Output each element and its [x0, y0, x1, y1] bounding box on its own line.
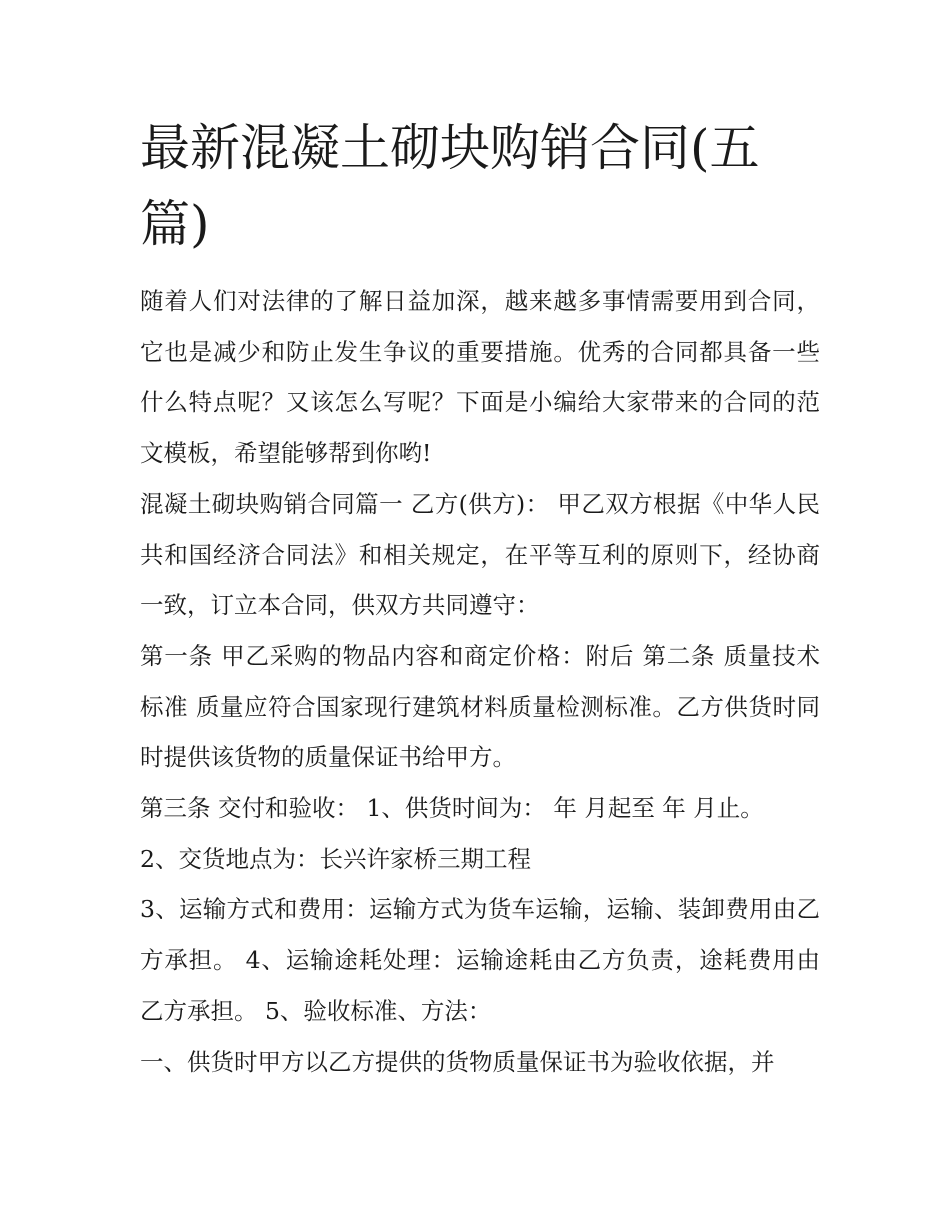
document-page — [140, 110, 820, 1087]
intro-paragraph: 随着人们对法律的了解日益加深，越来越多事情需要用到合同，它也是减少和防止发生争议的重要措施。优秀的合同都具备一些什么特点呢？又该怎么写呢？下面是小编给大家带来的合同的范文模板，希望能够帮到你哟! — [140, 287, 820, 468]
article-one-two-paragraph: 第一条 甲乙采购的物品内容和商定价格：附后 第二条 质量技术标准 质量应符合国家现行建筑材料质量检测标准。乙方供货时同时提供该货物的质量保证书给甲方。 — [140, 641, 820, 772]
contract-preamble-paragraph: 混凝土砌块购销合同篇一 乙方(供方)： 甲乙双方根据《中华人民共和国经济合同法》和相关规定，在平等互利的原则下，经协商一致，订立本合同，供双方共同遵守： — [140, 489, 820, 620]
delivery-location-paragraph: 2、交货地点为：长兴许家桥三期工程 — [140, 844, 531, 873]
article-three-paragraph: 第三条 交付和验收： 1、供货时间为： 年 月起至 年 月止。 — [140, 794, 764, 823]
transport-paragraph: 3、运输方式和费用：运输方式为货车运输，运输、装卸费用由乙方承担。 4、运输途耗处理：运输途耗由乙方负责，途耗费用由乙方承担。 5、验收标准、方法： — [140, 895, 820, 1025]
document-title: 最新混凝土砌块购销合同(五篇) — [140, 119, 760, 253]
inspection-paragraph: 一、供货时甲方以乙方提供的货物质量保证书为验收依据，并 — [140, 1047, 775, 1076]
